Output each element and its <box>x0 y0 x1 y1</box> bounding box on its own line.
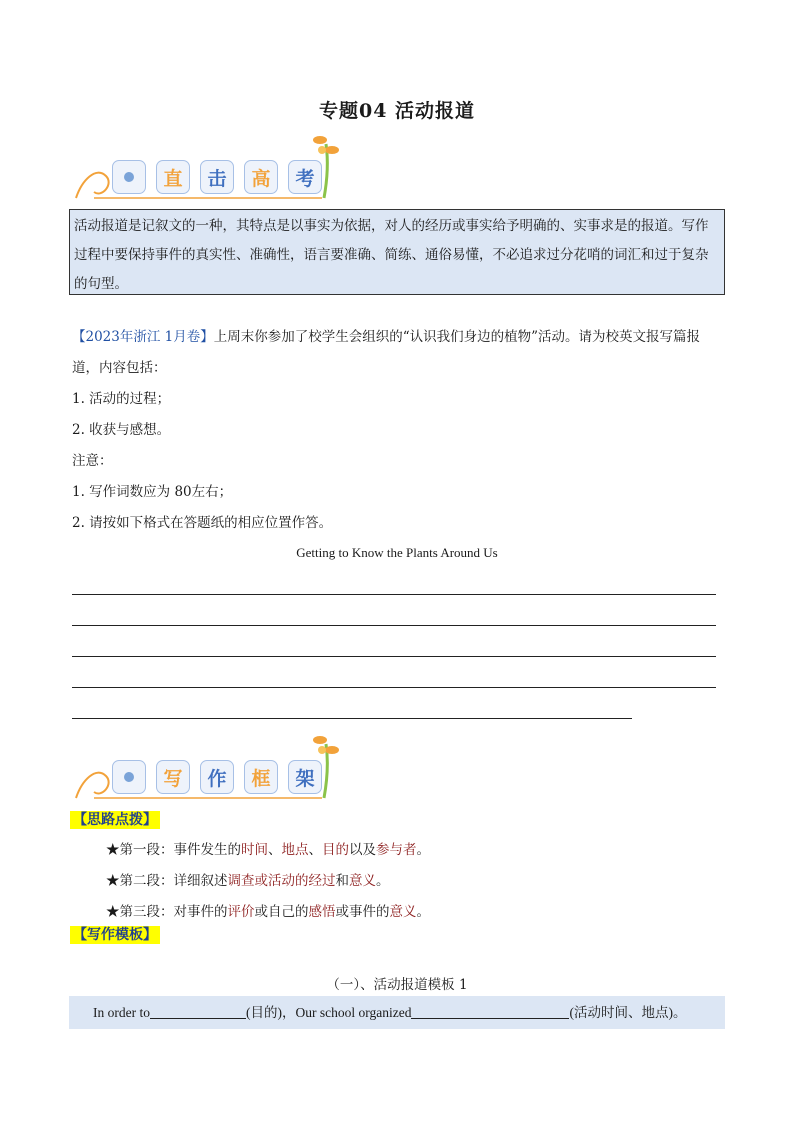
bullet-text: 、 <box>308 842 322 858</box>
prompt-source: 【2023年浙江 1月卷】 <box>72 329 214 345</box>
bullet-text: 以及 <box>349 842 376 858</box>
template-text: (目的)，Our school organized <box>245 1005 412 1020</box>
note-item: 1. 写作词数应为 80左右； <box>72 484 233 500</box>
banner-zhiji-gaokao <box>72 136 372 206</box>
banner-tile: 击 <box>200 160 234 194</box>
prompt-item: 1. 活动的过程； <box>72 391 171 407</box>
template-box <box>69 996 725 1029</box>
bullet-prefix: ★第一段：事件发生的 <box>106 842 241 858</box>
circle-icon <box>124 172 134 182</box>
banner-tile: 写 <box>156 760 190 794</box>
template-text: (活动时间、地点)。 <box>569 1005 687 1020</box>
banner-dot-tile <box>112 760 146 794</box>
answer-line <box>72 625 716 626</box>
bullet-text: 、 <box>268 842 282 858</box>
bullet-prefix: ★第三段：对事件的 <box>106 904 228 920</box>
circle-icon <box>124 772 134 782</box>
bullet-text: 。 <box>376 873 390 889</box>
bullet-paragraph-3 <box>106 900 430 920</box>
fill-blank <box>411 1004 569 1019</box>
highlighted-term: 调查或活动的经过 <box>227 873 336 889</box>
banner-tile: 架 <box>288 760 322 794</box>
answer-line <box>72 687 716 688</box>
bullet-text: 或自己的 <box>254 904 309 920</box>
bullet-paragraph-2 <box>106 869 390 889</box>
section-tag-approach: 【思路点拨】 <box>70 811 160 829</box>
page-title: 专题04 活动报道 <box>318 100 476 122</box>
highlighted-term: 感悟 <box>308 904 336 920</box>
fill-blank <box>150 1004 246 1019</box>
banner-xiezuo-kuangjia <box>72 736 372 806</box>
writing-prompt <box>72 322 727 539</box>
highlighted-term: 意义 <box>349 873 376 889</box>
banner-tile: 作 <box>200 760 234 794</box>
prompt-text: 上周末你参加了校学生会组织的“认识我们身边的植物”活动。请为校英文报写篇报道，内容包括： <box>72 329 701 376</box>
highlighted-term: 目的 <box>322 842 349 858</box>
banner-tile: 考 <box>288 160 322 194</box>
template-text: In order to <box>93 1005 150 1020</box>
bullet-text: 。 <box>416 842 430 858</box>
template-title: （一）、活动报道模板 1 <box>326 977 468 993</box>
highlighted-term: 参与者 <box>376 842 417 858</box>
highlighted-term: 地点 <box>281 842 309 858</box>
answer-line <box>72 656 716 657</box>
highlighted-term: 评价 <box>227 904 255 920</box>
bullet-text: 或事件的 <box>335 904 390 920</box>
intro-box: 活动报道是记叙文的一种，其特点是以事实为依据，对人的经历或事实给予明确的、实事求是的报道。写作过程中要保持事件的真实性、准确性，语言要准确、简练、通俗易懂，不必追求过分花哨的词汇和过于复杂的句型。 <box>69 209 725 295</box>
bullet-prefix: ★第二段：详细叙述 <box>106 873 228 889</box>
bullet-text: 。 <box>416 904 430 920</box>
note-item: 2. 请按如下格式在答题纸的相应位置作答。 <box>72 515 333 531</box>
bullet-text: 和 <box>335 873 349 889</box>
essay-title: Getting to Know the Plants Around Us <box>296 545 498 560</box>
banner-dot-tile <box>112 160 146 194</box>
banner-tile: 高 <box>244 160 278 194</box>
prompt-paragraph <box>72 322 727 384</box>
banner-tile: 框 <box>244 760 278 794</box>
highlighted-term: 意义 <box>389 904 417 920</box>
prompt-item: 2. 收获与感想。 <box>72 422 171 438</box>
bullet-paragraph-1 <box>106 838 430 858</box>
answer-line <box>72 718 632 719</box>
note-label: 注意： <box>72 453 113 469</box>
banner-tile: 直 <box>156 160 190 194</box>
highlighted-term: 时间 <box>241 842 268 858</box>
answer-line <box>72 594 716 595</box>
section-tag-template: 【写作模板】 <box>70 926 160 944</box>
